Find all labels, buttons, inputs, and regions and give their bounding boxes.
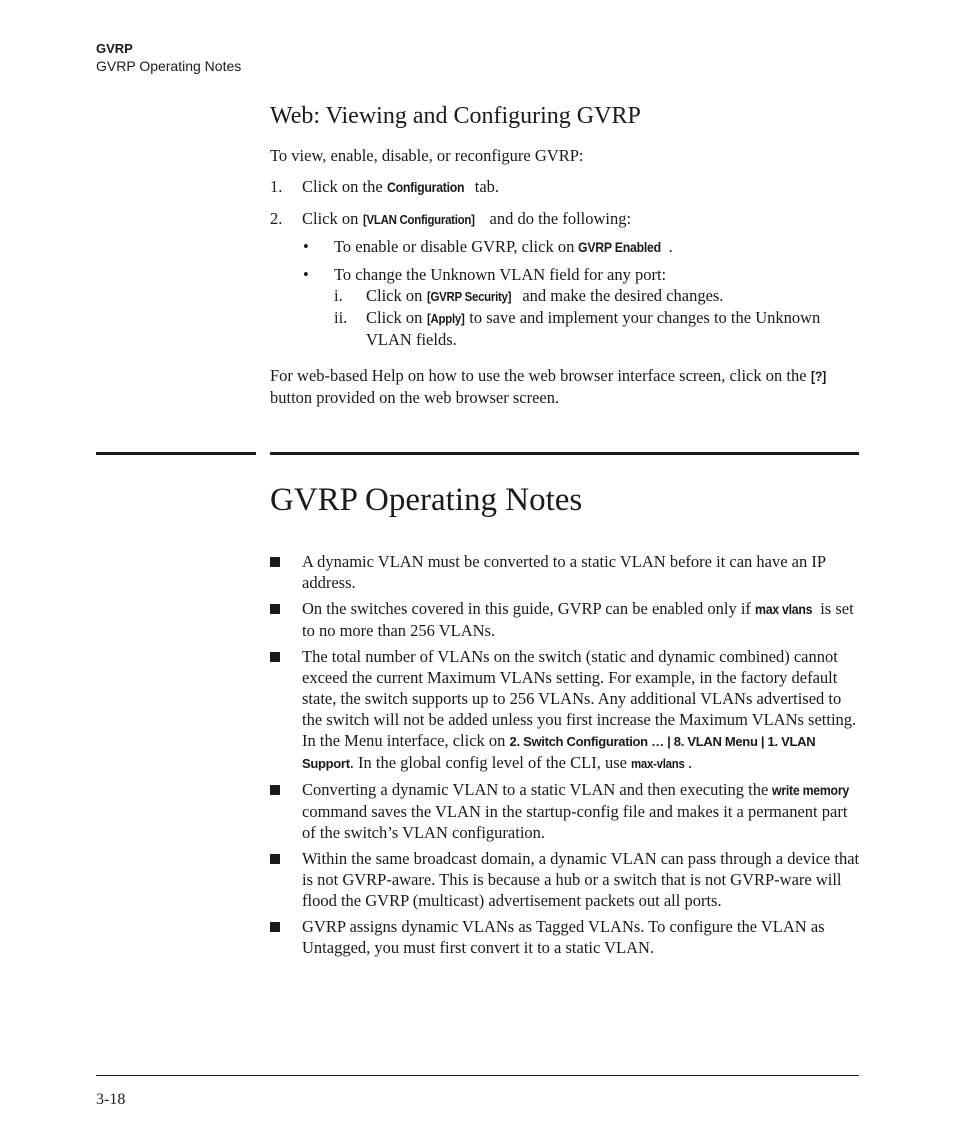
bullet-unknown-vlan bbox=[270, 264, 860, 285]
note-4-text-pre: Converting a dynamic VLAN to a static VLAN and then executing the bbox=[302, 780, 769, 799]
sub-step-i-text-pre: Click on bbox=[366, 286, 423, 305]
page-number: 3-18 bbox=[96, 1091, 126, 1108]
note-2-text-pre: On the switches covered in this guide, GVRP can be enabled only if bbox=[302, 599, 751, 618]
web-help-text-pre: For web-based Help on how to use the web browser interface screen, click on the bbox=[270, 366, 807, 385]
note-3-text-pre: The total number of VLANs on the switch (static and dynamic combined) cannot exceed the current Maximum VLANs setting. For example, in the factory default state, the switch supports up to 256 VLANs. Any additional VLANs advertised to the switch will not be added unless you first increase the Maximum VLANs setting. In the Menu interface, click on bbox=[302, 647, 857, 750]
note-4-text-post: command saves the VLAN in the startup-config file and makes it a permanent part of the switch’s VLAN configuration. bbox=[302, 802, 848, 842]
step-1 bbox=[270, 176, 860, 198]
step-2-text-pre: Click on bbox=[302, 209, 359, 228]
sub-step-ii-marker: ii. bbox=[334, 308, 348, 327]
note-3-text-mid: . In the global config level of the CLI, use bbox=[349, 753, 627, 772]
section-divider-left bbox=[96, 452, 256, 455]
square-bullet-icon bbox=[270, 785, 280, 795]
sub-step-i-command: [GVRP Security] bbox=[426, 289, 511, 304]
notes-section-title: GVRP Operating Notes bbox=[270, 482, 583, 518]
square-bullet-icon bbox=[270, 922, 280, 932]
running-header-section: GVRP Operating Notes bbox=[96, 58, 242, 74]
running-header bbox=[96, 41, 241, 75]
sub-step-ii-text-pre: Click on bbox=[366, 308, 423, 327]
step-1-command: Configuration bbox=[386, 179, 465, 195]
list-item bbox=[270, 779, 860, 843]
running-header-chapter: GVRP bbox=[96, 41, 133, 56]
note-3-command: max-vlans bbox=[631, 756, 685, 771]
note-3-menu-path: 2. Switch Configuration … | 8. VLAN Menu | 1. VLAN Support bbox=[302, 734, 816, 771]
web-section-body bbox=[270, 145, 860, 408]
sub-step-ii bbox=[270, 307, 860, 350]
web-help-text-post: button provided on the web browser screen. bbox=[270, 388, 560, 407]
note-3-text-post: . bbox=[687, 753, 693, 772]
footer-divider bbox=[96, 1075, 859, 1076]
list-item bbox=[270, 646, 860, 774]
step-2-command: [VLAN Configuration] bbox=[362, 212, 475, 227]
section-divider-right bbox=[270, 452, 859, 455]
sub-step-i-text-post: and make the desired changes. bbox=[522, 286, 724, 305]
bullet-1-text-post: . bbox=[668, 237, 673, 256]
note-2-text-post: is set to no more than 256 VLANs. bbox=[302, 599, 854, 640]
step-1-text-post: tab. bbox=[474, 177, 500, 196]
step-1-text-pre: Click on the bbox=[302, 177, 383, 196]
bullet-1-command: GVRP Enabled bbox=[578, 239, 662, 255]
sub-step-i bbox=[270, 285, 860, 307]
list-item bbox=[270, 551, 860, 593]
note-4-command: write memory bbox=[772, 782, 850, 798]
step-2 bbox=[270, 208, 860, 230]
step-2-number: 2. bbox=[270, 209, 283, 228]
square-bullet-icon bbox=[270, 854, 280, 864]
list-item bbox=[270, 916, 860, 958]
note-6-text: GVRP assigns dynamic VLANs as Tagged VLANs. To configure the VLAN as Untagged, you must first convert it to a static VLAN. bbox=[302, 917, 825, 957]
bullet-1-text-pre: To enable or disable GVRP, click on bbox=[334, 237, 575, 256]
note-1-text: A dynamic VLAN must be converted to a static VLAN before it can have an IP address. bbox=[302, 552, 826, 592]
web-intro: To view, enable, disable, or reconfigure GVRP: bbox=[270, 146, 584, 165]
square-bullet-icon bbox=[270, 604, 280, 614]
bullet-enable-gvrp bbox=[270, 236, 860, 258]
sub-step-ii-text-post: to save and implement your changes to the Unknown VLAN fields. bbox=[366, 308, 821, 349]
list-item bbox=[270, 598, 860, 641]
step-2-text-post: and do the following: bbox=[489, 209, 632, 228]
step-1-number: 1. bbox=[270, 177, 283, 196]
sub-step-i-marker: i. bbox=[334, 286, 343, 305]
operating-notes-list bbox=[270, 551, 860, 963]
sub-step-ii-command: [Apply] bbox=[426, 311, 465, 326]
list-item bbox=[270, 848, 860, 911]
web-help-paragraph bbox=[270, 365, 860, 408]
note-5-text: Within the same broadcast domain, a dynamic VLAN can pass through a device that is not GVRP-aware. This is because a hub or a switch that is not GVRP-ware will flood the GVRP (multicast) advertisement packets out all ports. bbox=[302, 849, 860, 910]
note-2-command: max vlans bbox=[755, 601, 813, 617]
bullet-marker: • bbox=[303, 265, 309, 284]
square-bullet-icon bbox=[270, 652, 280, 662]
square-bullet-icon bbox=[270, 557, 280, 567]
web-help-command: [?] bbox=[810, 368, 826, 384]
bullet-2-text: To change the Unknown VLAN field for any port: bbox=[334, 265, 667, 284]
web-section-title: Web: Viewing and Configuring GVRP bbox=[270, 103, 641, 129]
bullet-marker: • bbox=[303, 237, 309, 256]
